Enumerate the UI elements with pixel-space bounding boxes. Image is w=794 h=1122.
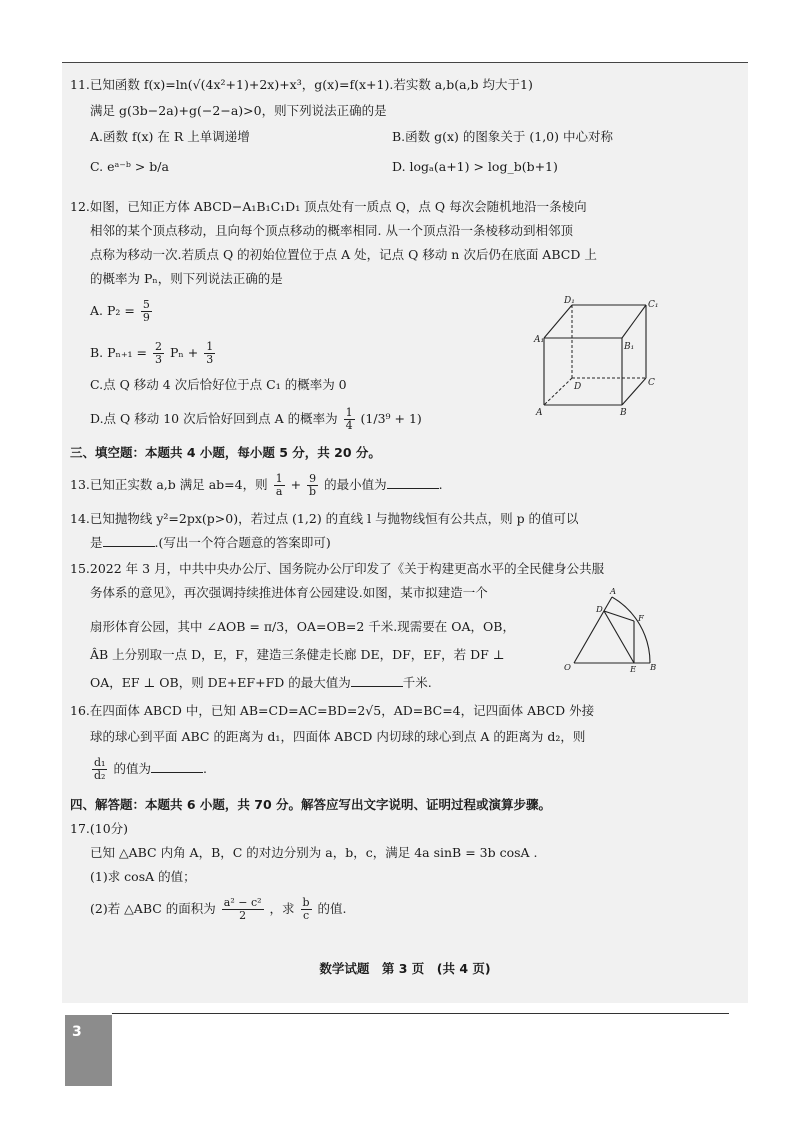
q14-line1: 14.已知抛物线 y²=2px(p>0)，若过点 (1,2) 的直线 l 与抛物线恒有公共点，则 p 的值可以	[70, 511, 579, 526]
cube-label-c: C	[648, 378, 655, 388]
sector-label-b: B	[650, 663, 657, 673]
fraction: $\frac{1}{a}$	[275, 472, 283, 498]
q11-option-c: C. eᵃ⁻ᵇ > b/a	[90, 159, 169, 174]
section-fill-in: 三、填空题：本题共 4 小题，每小题 5 分，共 20 分。	[70, 445, 381, 460]
q12-line4: 的概率为 Pₙ，则下列说法正确的是	[90, 271, 283, 286]
fraction: $\frac{\text{d₁}}{\text{d₂}}$	[94, 756, 106, 782]
cube-label-b1: B₁	[624, 342, 635, 352]
q12-line1: 12.如图，已知正方体 ABCD−A₁B₁C₁D₁ 顶点处有一质点 Q，点 Q 每次会随机地沿一条棱向	[70, 199, 587, 214]
fraction: $\frac{1}{3}$	[206, 340, 214, 366]
q12-option-b: B. Pₙ₊₁ = $\frac{2}{3}$ Pₙ + $\frac{1}{3}$	[90, 340, 214, 366]
q14-line2: 是 .(写出一个符合题意的答案即可)	[90, 535, 331, 550]
answer-blank	[351, 675, 403, 687]
sector-label-f: F	[638, 614, 644, 624]
q11-option-a: A.函数 f(x) 在 R 上单调递增	[90, 129, 250, 144]
fraction: $\frac{5}{9}$	[142, 298, 150, 324]
q15-line1: 15.2022 年 3 月，中共中央办公厅、国务院办公厅印发了《关于构建更高水平的全民健身公共服	[70, 561, 605, 576]
section-problems: 四、解答题：本题共 6 小题，共 70 分。解答应写出文字说明、证明过程或演算步骤。	[70, 797, 552, 812]
sector-label-e: E	[630, 665, 637, 673]
page-footer: 数学试题 第 3 页 (共 4 页)	[319, 961, 491, 976]
q11-line1: 11.已知函数 f(x)=ln(√(4x²+1)+2x)+x³，g(x)=f(x+1).若实数 a,b(a,b 均大于1)	[70, 77, 533, 92]
q17-part1: (1)求 cosA 的值；	[90, 869, 196, 884]
q12-option-d: D.点 Q 移动 10 次后恰好回到点 A 的概率为 $\frac{1}{4}$ (1/3⁹ + 1)	[90, 406, 422, 432]
q15-line2: 务体系的意见》，再次强调持续推进体育公园建设.如图，某市拟建造一个	[90, 585, 488, 600]
q15-line4: ÂB 上分别取一点 D，E，F，建造三条健走长廊 DE，DF，EF，若 DF ⊥	[90, 647, 505, 662]
q12-option-c: C.点 Q 移动 4 次后恰好位于点 C₁ 的概率为 0	[90, 377, 347, 392]
page-number: 3	[72, 1024, 82, 1040]
cube-label-b: B	[620, 408, 627, 417]
exam-page	[62, 62, 748, 1003]
q16-line2: 球的球心到平面 ABC 的距离为 d₁，四面体 ABCD 内切球的球心到点 A 的距离为 d₂，则	[90, 729, 586, 744]
cube-label-c1: C₁	[648, 300, 659, 310]
sector-label-o: O	[564, 663, 571, 673]
q15-line5: OA，EF ⊥ OB，则 DE+EF+FD 的最大值为 千米.	[90, 675, 432, 690]
fraction: $\frac{2}{3}$	[155, 340, 162, 366]
q16-line3: $\frac{\text{d₁}}{\text{d₂}}$ 的值为 .	[94, 756, 207, 782]
q12-line3: 点称为移动一次.若质点 Q 的初始位置位于点 A 处，记点 Q 移动 n 次后仍在底面 ABCD 上	[90, 247, 597, 262]
cube-figure	[524, 293, 664, 417]
q11-option-d: D. logₐ(a+1) > log_b(b+1)	[392, 159, 558, 174]
bottom-divider	[112, 1013, 729, 1014]
q17-line1: 已知 △ABC 内角 A，B，C 的对边分别为 a，b，c，满足 4a sinB = 3b cosA .	[90, 845, 538, 860]
sector-figure	[562, 581, 662, 673]
q13: 13.已知正实数 a,b 满足 ab=4，则 $\frac{1}{a}$ + $\frac{9}{b}$ 的最小值为 .	[70, 472, 443, 498]
q11-line2: 满足 g(3b−2a)+g(−2−a)>0，则下列说法正确的是	[90, 103, 387, 118]
sector-label-a: A	[610, 587, 617, 597]
sector-label-d: D	[596, 605, 603, 615]
q12-option-a: A. P₂ = $\frac{5}{9}$	[90, 298, 150, 324]
answer-blank	[151, 761, 203, 773]
cube-label-a: A	[536, 408, 543, 417]
q11-option-b: B.函数 g(x) 的图象关于 (1,0) 中心对称	[392, 129, 613, 144]
fraction: $\frac{1}{4}$	[345, 406, 353, 432]
q17-part2: (2)若 △ABC 的面积为 $\frac{\text{a² − c²}}{2}$ ，求 $\frac{b}{c}$ 的值.	[90, 896, 347, 922]
q15-line3: 扇形体育公园，其中 ∠AOB = π/3，OA=OB=2 千米.现需要在 OA，OB，	[90, 619, 515, 634]
q12-line2: 相邻的某个顶点移动，且向每个顶点移动的概率相同. 从一个顶点沿一条棱移动到相邻顶	[90, 223, 573, 238]
q17-head: 17.(10分)	[70, 821, 129, 836]
fraction: $\frac{\text{a² − c²}}{2}$	[223, 896, 262, 922]
q16-line1: 16.在四面体 ABCD 中，已知 AB=CD=AC=BD=2√5，AD=BC=4，记四面体 ABCD 外接	[70, 703, 595, 718]
fraction: $\frac{9}{b}$	[309, 472, 317, 498]
cube-label-a1: A₁	[534, 335, 545, 345]
cube-label-d: D	[574, 382, 582, 392]
answer-blank	[103, 535, 155, 547]
page-number-badge	[65, 1015, 112, 1086]
fraction: $\frac{b}{c}$	[302, 896, 310, 922]
cube-label-d1: D₁	[564, 296, 575, 306]
answer-blank	[387, 477, 439, 489]
